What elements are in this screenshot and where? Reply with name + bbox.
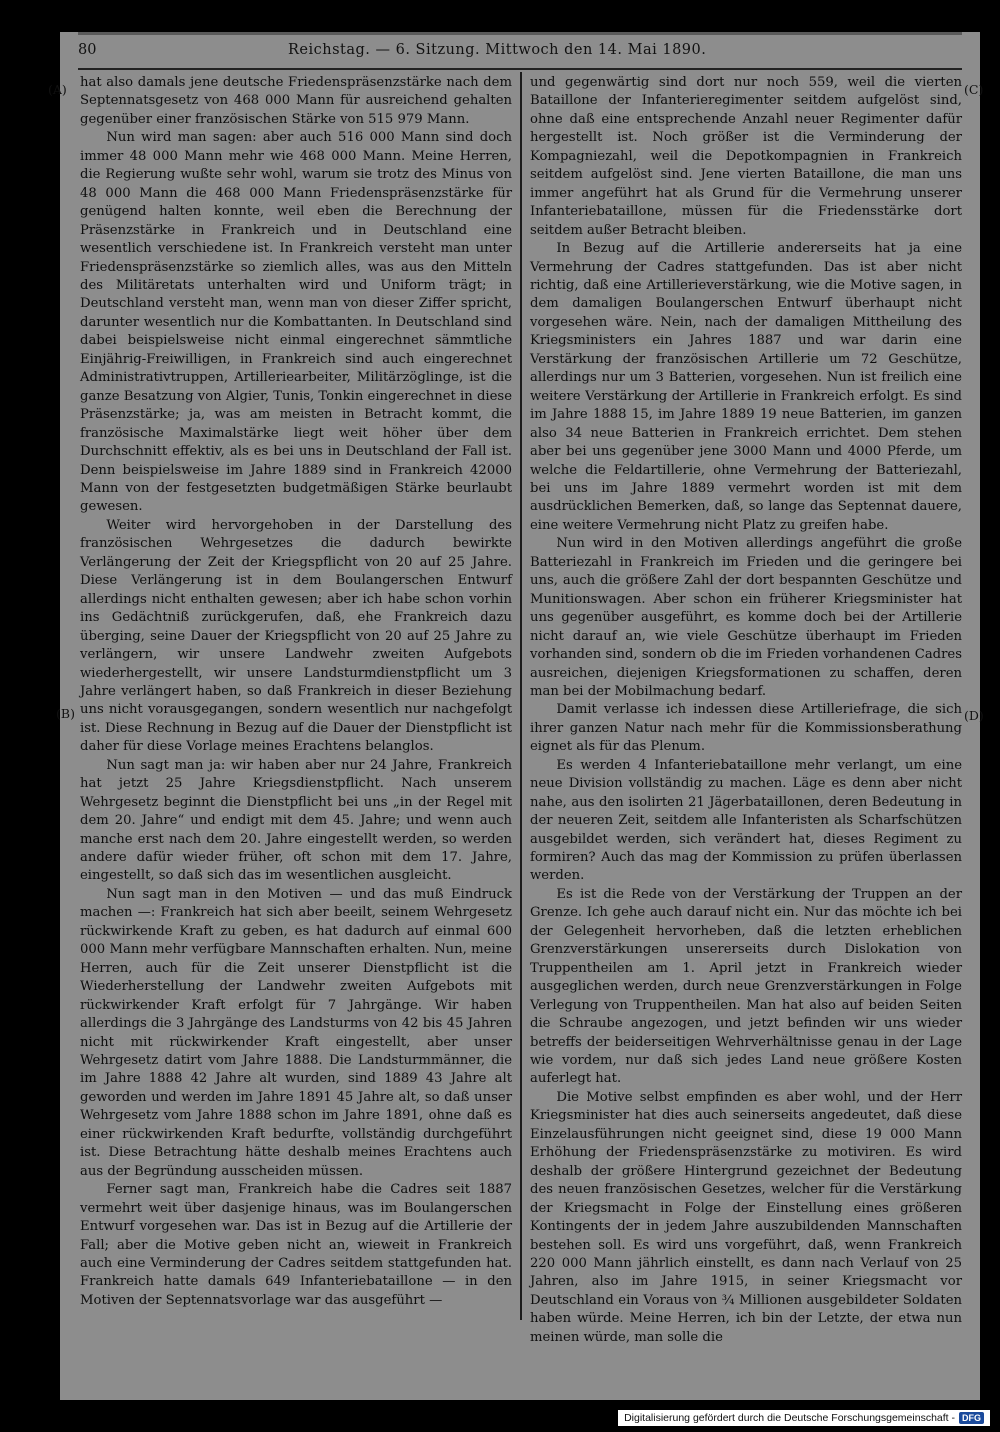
document-page: [48, 32, 984, 1400]
paragraph: Es ist die Rede von der Verstärkung der Truppen an der Grenze. Ich gehe auch darauf nicht ein. Nur das möchte ich bei der Gelegenheit hervorheben, daß die letzten erheblichen Grenzverstärkungen unsererseits durch Dislokation von Truppentheilen am 1. April jetzt in Frankreich wieder ausgeglichen werden, durch neue Grenzverstärkungen in Folge Verlegung von Truppentheilen. Man hat also auf beiden Seiten die Schraube angezogen, und jetzt befinden wir uns wieder betreffs der beiderseitigen Wehrverhältnisse genau in der Lage wie vordem, nur daß sich jedes Land neue größere Kosten auferlegt hat.: [530, 886, 962, 1087]
dfg-logo: DFG: [959, 1412, 984, 1424]
running-head: Reichstag. — 6. Sitzung. Mittwoch den 14. Mai 1890.: [288, 42, 707, 58]
paragraph: und gegenwärtig sind dort nur noch 559, weil die vierten Bataillone der Infanterieregimenter seitdem aufgelöst sind, ohne daß eine entsprechende Anzahl neuer Regimenter dafür hergestellt ist. Noch größer ist die Verminderung der Kompagniezahl, weil die Depotkompagnien in Frankreich seitdem aufgelöst sind. Jene vierten Bataillone, die man uns immer angeführt hat als Grund für die Vermehrung unserer Infanteriebataillone, müssen für die Friedensstärke dort seitdem außer Betracht bleiben.: [530, 75, 962, 238]
page-number: 80: [78, 42, 97, 58]
paragraph: Weiter wird hervorgehoben in der Darstellung des französischen Wehrgesetzes die dadurch bewirkte Verlängerung der Zeit der Kriegspflicht von 20 auf 25 Jahre. Diese Verlängerung ist in dem Boulangerschen Entwurf allerdings nicht enthalten gewesen; aber ich habe schon vorhin ins Gedächtniß zurückgerufen, daß, ehe Frankreich dazu überging, seine Dauer der Kriegspflicht von 20 auf 25 Jahre zu verlängern, wir unsere Landwehr zweiten Aufgebots wiederhergestellt, wir unsere Landsturmdienstpflicht um 3 Jahre verlängert haben, so daß Frankreich in dieser Beziehung uns nicht vorausgegangen, sondern wesentlich nur nachgefolgt ist. Diese Rechnung in Bezug auf die Dauer der Dienstpflicht ist daher für diese Vorlage meines Erachtens belanglos.: [80, 517, 512, 755]
paragraph: Nun sagt man in den Motiven — und das muß Eindruck machen —: Frankreich hat sich aber beeilt, seinem Wehrgesetz rückwirkende Kraft zu geben, es hat dadurch auf einmal 600 000 Mann mehr verfügbare Mannschaften erhalten. Nun, meine Herren, auch für die Zeit unserer Dienstpflicht ist die Wiederherstellung der Landwehr zweiten Aufgebots mit rückwirkender Kraft erfolgt für 7 Jahrgänge. Wir haben allerdings die 3 Jahrgänge des Landsturms von 42 bis 45 Jahren nicht mit rückwirkender Kraft eingestellt, aber unser Wehrgesetz datirt vom Jahre 1888. Die Landsturmmänner, die im Jahre 1888 42 Jahre alt wurden, sind 1889 43 Jahre alt geworden und werden im Jahre 1891 45 Jahre alt, so daß unser Wehrgesetz vom Jahre 1888 schon im Jahre 1891, ohne daß es einer rückwirkenden Kraft bedurfte, vollständig durchgeführt ist. Diese Betrachtung hätte deshalb meines Erachtens auch aus der Begründung ausscheiden müssen.: [80, 886, 512, 1179]
paragraph: Nun wird man sagen: aber auch 516 000 Mann sind doch immer 48 000 Mann mehr wie 468 000 Mann. Meine Herren, die Regierung wußte sehr wohl, warum sie trotz des Minus von 48 000 Mann die 468 000 Mann Friedenspräsenzstärke für genügend halten konnte, weil eben die Berechnung der Präsenzstärke in Frankreich und in Deutschland eine wesentlich verschiedene ist. In Frankreich versteht man unter Friedenspräsenzstärke so ziemlich alles, was aus den Mitteln des Militäretats unterhalten wird und Uniform trägt; in Deutschland versteht man, wenn man von dieser Ziffer spricht, darunter wesentlich nur die Kombattanten. In Deutschland sind dabei beispielsweise nicht einmal eingerechnet sämmtliche Einjährig-Freiwilligen, in Frankreich sind auch eingerechnet Administrativtruppen, Artilleriearbeiter, Militärzöglinge, ist die ganze Besatzung von Algier, Tunis, Tonkin eingerechnet in diese Präsenzstärke; ja, was am meisten in Betracht kommt, die französische Maximalstärke liegt weit höher über dem Durchschnitt effektiv, als es bei uns in Deutschland der Fall ist. Denn beispielsweise im Jahre 1889 sind in Frankreich 42000 Mann von der festgesetzten budgetmäßigen Stärke beurlaubt gewesen.: [80, 130, 512, 515]
paragraph: Ferner sagt man, Frankreich habe die Cadres seit 1887 vermehrt weit über dasjenige hinaus, was im Boulangerschen Entwurf vorgesehen war. Das ist in Bezug auf die Artillerie der Fall; aber die Motive geben nicht an, wieweit in Frankreich auch eine Verminderung der Cadres seitdem stattgefunden hat. Frankreich hatte damals 649 Infanteriebataillone — in den Motiven der Septennatsvorlage war das ausgeführt —: [80, 1182, 512, 1308]
credit-text: Digitalisierung gefördert durch die Deutsche Forschungsgemeinschaft -: [624, 1412, 955, 1424]
margin-mark-b: (B): [56, 706, 75, 721]
paragraph: Damit verlasse ich indessen diese Artilleriefrage, die sich ihrer ganzen Natur nach mehr für die Kommissionsberathung eignet als für das Plenum.: [530, 702, 962, 755]
page-header: [78, 38, 950, 68]
margin-mark-c: (C): [964, 82, 984, 97]
left-column: [80, 74, 512, 1310]
margin-mark-d: (D): [964, 708, 984, 723]
paragraph: Nun wird in den Motiven allerdings angeführt die große Batteriezahl in Frankreich im Frieden und die geringere bei uns, auch die größere Zahl der dort bespannten Geschütze und Munitionswagen. Aber schon ein früherer Kriegsminister hat uns gegenüber ausgeführt, es komme doch bei der Artillerie nicht darauf an, wie viele Geschütze überhaupt im Frieden vorhanden sind, sondern ob die im Frieden vorhandenen Cadres ausreichen, diejenigen Kriegsformationen zu schaffen, deren man bei der Mobilmachung bedarf.: [530, 536, 962, 699]
digitization-credit: [618, 1410, 990, 1426]
top-edge-line: [78, 32, 962, 35]
paragraph: Nun sagt man ja: wir haben aber nur 24 Jahre, Frankreich hat jetzt 25 Jahre Kriegsdienstpflicht. Nach unserem Wehrgesetz beginnt die Dienstpflicht bei uns „in der Regel mit dem 20. Jahre“ und endigt mit dem 45. Jahre; und wenn auch manche erst nach dem 20. Jahre eingestellt werden, so werden andere dafür wieder früher, oft schon mit dem 17. Jahre, eingestellt, so daß sich das im wesentlichen ausgleicht.: [80, 757, 512, 884]
paragraph: hat also damals jene deutsche Friedenspräsenzstärke nach dem Septennatsgesetz von 468 000 Mann für ausreichend gehalten gegenüber einer französischen Stärke von 515 979 Mann.: [80, 75, 512, 127]
paragraph: In Bezug auf die Artillerie andererseits hat ja eine Vermehrung der Cadres stattgefunden. Das ist aber nicht richtig, daß eine Artillerieverstärkung, wie die Motive sagen, in dem damaligen Boulangerschen Entwurf überhaupt nicht vorgesehen wäre. Nein, nach der damaligen Mittheilung des Kriegsministers ein Jahres 1887 und war darin eine Verstärkung der französischen Artillerie um 72 Geschütze, allerdings nur um 3 Batterien, vorgesehen. Nun ist freilich eine weitere Verstärkung der Artillerie in Frankreich erfolgt. Es sind im Jahre 1888 15, im Jahre 1889 19 neue Batterien, im ganzen also 34 neue Batterien in Frankreich errichtet. Dem stehen aber bei uns gegenüber jene 3000 Mann und 4000 Pferde, um welche die Feldartillerie, ohne Vermehrung der Batteriezahl, bei uns im Jahre 1889 vermehrt worden ist mit dem ausdrücklichen Bemerken, daß, so lange das Septennat dauere, eine weitere Vermehrung nicht Platz zu greifen habe.: [530, 241, 962, 533]
right-column: [530, 74, 962, 1347]
paragraph: Die Motive selbst empfinden es aber wohl, und der Herr Kriegsminister hat dies auch seinerseits angedeutet, daß diese Einzelausführungen nicht geeignet sind, diese 19 000 Mann Erhöhung der Friedenspräsenzstärke zu motiviren. Es wird deshalb der größere Hintergrund gezeichnet der Bedeutung des neuen französischen Gesetzes, welcher für die Verstärkung der Kriegsmacht in Folge der Einstellung eines größeren Kontingents der in jedem Jahre auszubildenden Mannschaften bestehen soll. Es wird uns vorgeführt, daß, wenn Frankreich 220 000 Mann jährlich einstellt, es dann nach Verlauf von 25 Jahren, also im Jahre 1915, in seiner Kriegsmacht vor Deutschland ein Voraus von ¾ Millionen ausgebildeter Soldaten haben würde. Meine Herren, ich bin der Letzte, der etwa nun meinen würde, man solle die: [530, 1089, 962, 1345]
margin-mark-a: (A): [48, 82, 67, 97]
column-separator: [520, 72, 522, 1320]
paragraph: Es werden 4 Infanteriebataillone mehr verlangt, um eine neue Division vollständig zu machen. Läge es denn aber nicht nahe, aus den isolirten 21 Jägerbataillonen, deren Bedeutung in der neueren Zeit, seitdem alle Infanteristen als Scharfschützen ausgebildet werden, sich verändert hat, dieses Regiment zu formiren? Auch das mag der Kommission zu prüfen überlassen werden.: [530, 757, 962, 884]
header-rule: [78, 68, 962, 70]
